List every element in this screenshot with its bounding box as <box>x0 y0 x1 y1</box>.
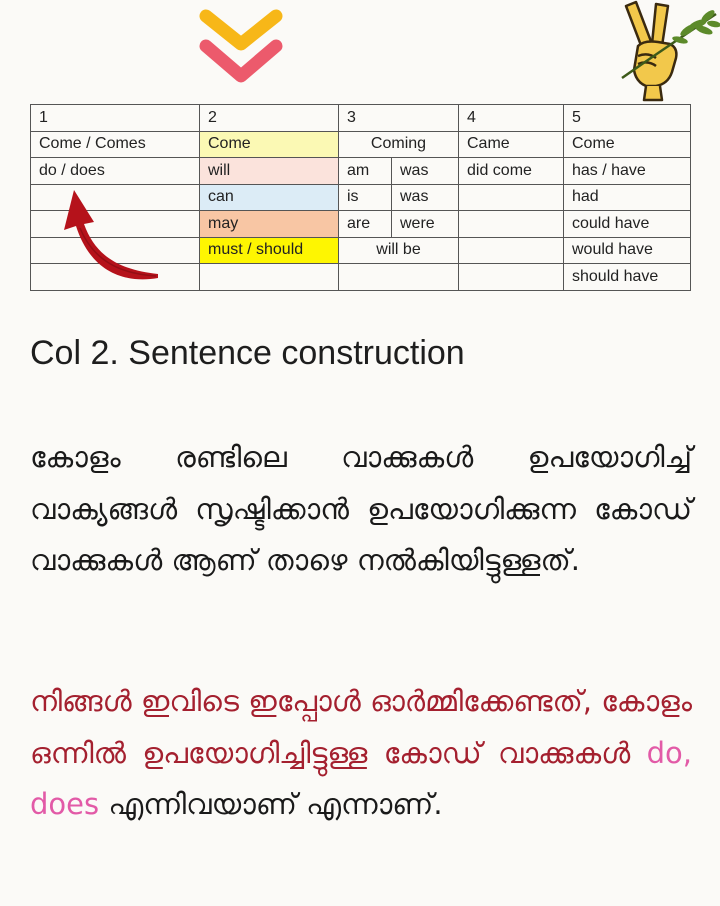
header-col-2: 2 <box>200 105 339 132</box>
table-cell: would have <box>564 237 691 264</box>
table-cell <box>459 211 564 238</box>
reminder-text: നിങ്ങൾ ഇവിടെ ഇപ്പോൾ ഓർമ്മിക്കേണ്ടത്, കോളം ഒന്നിൽ ഉപയോഗിച്ചിട്ടുള്ള കോഡ് വാക്കുകൾ <box>30 684 692 770</box>
table-row <box>31 131 691 158</box>
description-paragraph: കോളം രണ്ടിലെ വാക്കുകൾ ഉപയോഗിച്ച് വാക്യങ്ങൾ സൃഷ്ടിക്കാൻ ഉപയോഗിക്കുന്ന കോഡ് വാക്കുകൾ ആണ് താഴെ നൽകിയിട്ടുള്ളത്. <box>30 440 692 577</box>
page-heading: Col 2. Sentence construction <box>30 334 465 372</box>
table-cell: Coming <box>339 131 459 158</box>
table-cell: Come <box>564 131 691 158</box>
table-cell: do / does <box>31 158 200 185</box>
table-cell <box>459 184 564 211</box>
highlight-words: do, does <box>30 735 693 821</box>
table-cell: was <box>392 184 459 211</box>
table-cell <box>200 264 339 291</box>
table-cell: are <box>339 211 392 238</box>
table-cell: may <box>200 211 339 238</box>
header-col-1: 1 <box>31 105 200 132</box>
table-row <box>31 158 691 185</box>
header-col-5: 5 <box>564 105 691 132</box>
table-cell: must / should <box>200 237 339 264</box>
double-chevron-down-icon <box>198 6 284 92</box>
table-header-row <box>31 105 691 132</box>
table-cell: is <box>339 184 392 211</box>
table-cell: should have <box>564 264 691 291</box>
table-cell: will <box>200 158 339 185</box>
table-cell: Come <box>200 131 339 158</box>
header-col-3: 3 <box>339 105 459 132</box>
table-cell: Come / Comes <box>31 131 200 158</box>
reminder-paragraph <box>30 676 692 831</box>
table-cell: has / have <box>564 158 691 185</box>
table-cell: had <box>564 184 691 211</box>
table-cell: could have <box>564 211 691 238</box>
table-cell <box>459 237 564 264</box>
table-cell: can <box>200 184 339 211</box>
table-cell: was <box>392 158 459 185</box>
table-cell <box>339 264 459 291</box>
table-cell: Came <box>459 131 564 158</box>
table-cell: am <box>339 158 392 185</box>
reminder-tail: എന്നിവയാണ് എന്നാണ്. <box>108 787 443 821</box>
table-cell <box>459 264 564 291</box>
table-cell: did come <box>459 158 564 185</box>
table-cell: were <box>392 211 459 238</box>
victory-hand-icon <box>612 0 720 104</box>
table-cell: will be <box>339 237 459 264</box>
curved-arrow-icon <box>50 186 170 294</box>
header-col-4: 4 <box>459 105 564 132</box>
